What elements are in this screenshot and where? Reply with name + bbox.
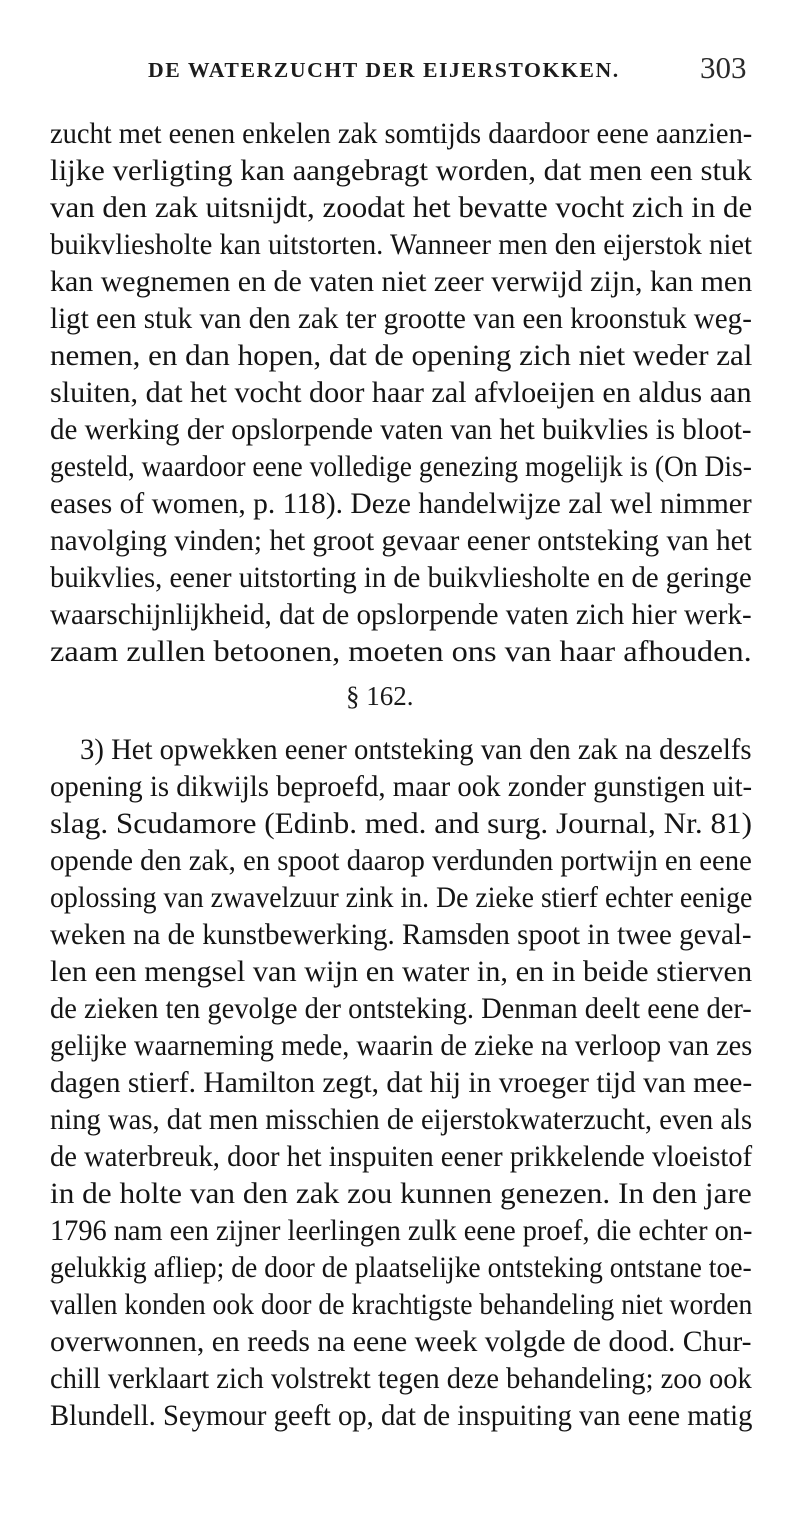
text-line: vallen konden ook door de krachtigste behandeling niet worden xyxy=(50,1289,753,1321)
text-line: buikvliesholte kan uitstorten. Wanneer men den eijerstok niet xyxy=(50,229,752,261)
text-line: oplossing van zwavelzuur zink in. De zieke stierf echter eenige xyxy=(50,882,753,914)
text-line: eases of women, p. 118). Deze handelwijze zal wel nimmer xyxy=(50,488,752,520)
text-line: in de holte van den zak zou kunnen genezen. In den jare xyxy=(50,1178,752,1210)
text-line: van den zak uitsnijdt, zoodat het bevatte vocht zich in de xyxy=(50,192,753,224)
text-line: ligt een stuk van den zak ter grootte van een kroonstuk weg- xyxy=(50,303,752,335)
text-line: ning was, dat men misschien de eijerstokwaterzucht, even als xyxy=(50,1104,753,1136)
text-line: zucht met eenen enkelen zak somtijds daardoor eene aanzien- xyxy=(50,118,753,150)
text-line: kan wegnemen en de vaten niet zeer verwijd zijn, kan men xyxy=(50,266,753,298)
text-line: nemen, en dan hopen, dat de opening zich niet weder zal xyxy=(50,340,753,372)
text-line: gelukkig afliep; de door de plaatselijke ontsteking ontstane toe- xyxy=(50,1252,752,1284)
text-line: 1796 nam een zijner leerlingen zulk eene proef, die echter on- xyxy=(50,1215,753,1247)
text-line: buikvlies, eener uitstorting in de buikvliesholte en de geringe xyxy=(50,562,752,594)
text-line: sluiten, dat het vocht door haar zal afvloeijen en aldus aan xyxy=(50,377,752,409)
text-line: len een mengsel van wijn en water in, en in beide stierven xyxy=(50,956,753,988)
text-line: de werking der opslorpende vaten van het buikvlies is bloot- xyxy=(50,414,752,446)
text-line: dagen stierf. Hamilton zegt, dat hij in vroeger tijd van mee- xyxy=(50,1067,753,1099)
text-line: navolging vinden; het groot gevaar eener ontsteking van het xyxy=(50,525,752,557)
text-line: gelijke waarneming mede, waarin de zieke na verloop van zes xyxy=(50,1030,753,1062)
text-line: zaam zullen betoonen, moeten ons van haar afhouden. xyxy=(50,636,752,668)
text-line: weken na de kunstbewerking. Ramsden spoot in twee geval- xyxy=(50,919,752,951)
text-line: 3) Het opwekken eener ontsteking van den zak na deszelfs xyxy=(80,734,752,766)
page-number: 303 xyxy=(700,50,747,85)
text-line: de zieken ten gevolge der ontsteking. Denman deelt eene der- xyxy=(50,993,752,1025)
text-line: lijke verligting kan aangebragt worden, dat men een stuk xyxy=(50,155,752,187)
text-line: opende den zak, en spoot daarop verdunden portwijn en eene xyxy=(50,845,752,877)
text-line: overwonnen, en reeds na eene week volgde de dood. Chur- xyxy=(50,1326,752,1358)
text-line: Blundell. Seymour geeft op, dat de inspuiting van eene matig xyxy=(50,1400,753,1432)
text-line: de waterbreuk, door het inspuiten eener prikkelende vloeistof xyxy=(50,1141,753,1173)
section-heading: § 162. xyxy=(346,681,414,711)
text-line: chill verklaart zich volstrekt tegen deze behandeling; zoo ook xyxy=(50,1363,752,1395)
text-line: gesteld, waardoor eene volledige genezing mogelijk is (On Dis- xyxy=(50,451,752,483)
text-line: slag. Scudamore (Edinb. med. and surg. Journal, Nr. 81) xyxy=(50,808,753,840)
running-title: DE WATERZUCHT DER EIJERSTOKKEN. xyxy=(148,58,620,82)
text-line: waarschijnlijkheid, dat de opslorpende vaten zich hier werk- xyxy=(50,599,752,631)
text-line: opening is dikwijls beproefd, maar ook zonder gunstigen uit- xyxy=(50,771,753,803)
